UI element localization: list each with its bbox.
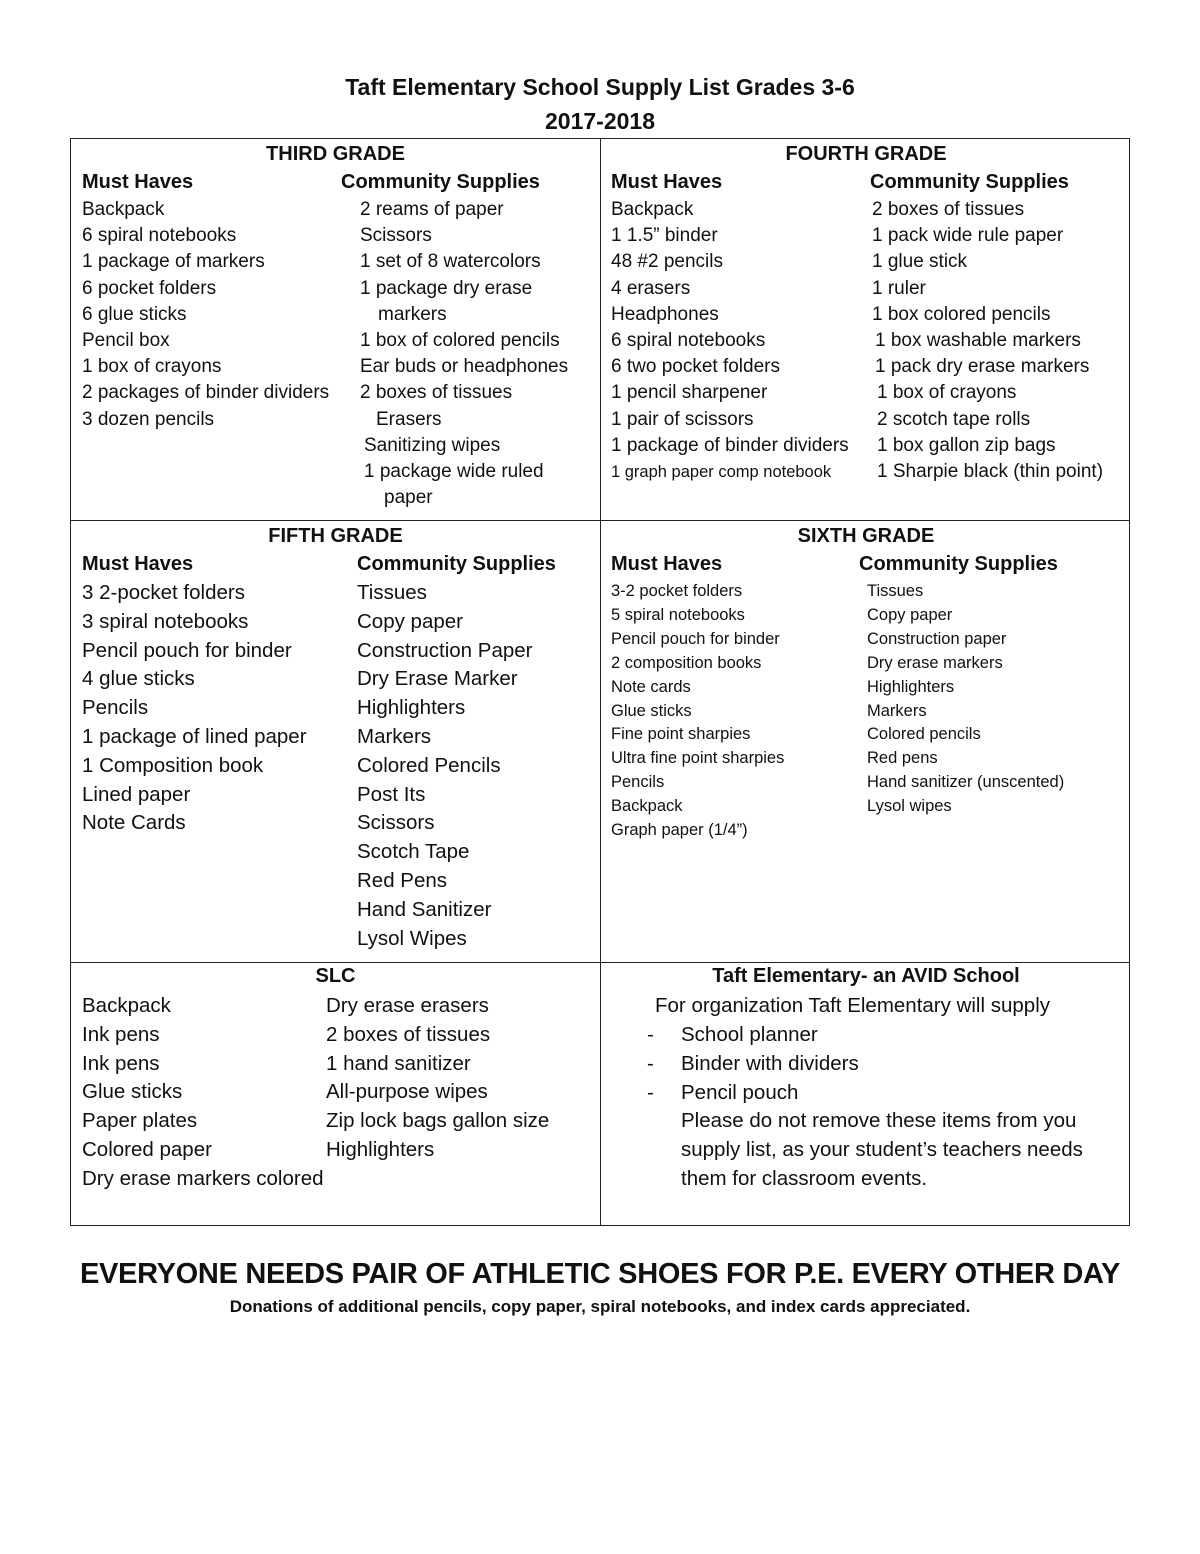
list-item: 1 ruler (872, 277, 926, 299)
list-item: Graph paper (1/4”) (611, 821, 748, 840)
list-item: paper (384, 487, 433, 509)
list-item: 1 glue stick (872, 251, 968, 273)
list-item: 1 hand sanitizer (326, 1051, 471, 1075)
list-item: Copy paper (357, 609, 463, 633)
list-item: Pencil pouch for binder (611, 629, 780, 648)
list-item: 6 pocket folders (82, 277, 217, 299)
dash-bullet: - (647, 1080, 654, 1104)
list-item: Ear buds or headphones (360, 356, 569, 378)
avid-note: Please do not remove these items from you supply list, as your student’s teachers needs them for classroom events. (681, 1109, 1083, 1190)
list-item: 6 two pocket folders (611, 356, 780, 378)
list-item: Post Its (357, 782, 426, 806)
slc-heading: SLC (315, 965, 356, 987)
list-item: 3-2 pocket folders (611, 582, 743, 600)
school-year: 2017-2018 (545, 108, 655, 134)
list-item: 1 box of colored pencils (360, 330, 560, 352)
sixth-must-haves-list (611, 580, 784, 843)
list-item: Glue sticks (611, 701, 692, 720)
list-item: 1 package dry erase (360, 277, 533, 299)
list-item: Red pens (867, 749, 938, 768)
list-item: Copy paper (867, 605, 953, 624)
list-item: 1 box of crayons (82, 356, 222, 378)
list-item: Note Cards (82, 811, 186, 835)
fifth-grade-section (71, 521, 600, 962)
list-item: 2 reams of paper (360, 199, 504, 220)
list-item: 6 spiral notebooks (611, 330, 766, 352)
list-item: 1 Sharpie black (thin point) (877, 461, 1104, 483)
list-item: 2 scotch tape rolls (877, 408, 1031, 430)
fourth-grade-section (601, 139, 1131, 520)
list-item: Red Pens (357, 868, 448, 892)
list-item: 1 pencil sharpener (611, 382, 768, 404)
list-item: Pencil box (82, 330, 170, 352)
sixth-grade-heading: SIXTH GRADE (797, 525, 935, 547)
list-item: 6 glue sticks (82, 303, 187, 325)
third-grade-section (71, 139, 600, 520)
fourth-grade-heading: FOURTH GRADE (785, 143, 947, 165)
list-item: 1 pair of scissors (611, 408, 754, 430)
list-item: Highlighters (357, 696, 466, 720)
fourth-must-haves-heading: Must Haves (611, 171, 723, 193)
list-item: markers (378, 303, 447, 325)
list-item: Dry erase markers colored (82, 1166, 324, 1190)
list-item: 4 erasers (611, 277, 691, 299)
list-item: Hand sanitizer (unscented) (867, 773, 1065, 792)
sixth-must-haves-heading: Must Haves (611, 553, 723, 575)
slc-left-list (82, 992, 324, 1194)
list-item: Construction paper (867, 629, 1007, 648)
list-item: Ink pens (82, 1022, 160, 1046)
list-item: 6 spiral notebooks (82, 225, 237, 247)
list-item: Colored pencils (867, 725, 981, 744)
list-item: Dry erase erasers (326, 994, 489, 1017)
list-item: Paper plates (82, 1109, 198, 1133)
list-item: Tissues (867, 582, 924, 600)
list-item (647, 1050, 859, 1079)
list-item: Dry Erase Marker (357, 667, 518, 691)
list-item: 1 1.5” binder (611, 225, 718, 247)
list-item (647, 1079, 859, 1108)
slc-right-list (326, 992, 549, 1165)
list-item: Sanitizing wipes (364, 434, 501, 456)
list-item: Backpack (611, 797, 683, 816)
list-item: 5 spiral notebooks (611, 605, 745, 624)
dash-bullet: - (647, 1023, 654, 1046)
list-item: Backpack (611, 199, 694, 220)
third-must-haves-list (82, 197, 329, 433)
list-item: Note cards (611, 677, 691, 696)
fourth-community-heading: Community Supplies (870, 171, 1069, 193)
list-item: Headphones (611, 303, 719, 325)
third-grade-heading: THIRD GRADE (266, 143, 405, 165)
list-item-label: School planner (681, 1023, 818, 1046)
list-item: 2 packages of binder dividers (82, 382, 330, 404)
list-item: 1 box of crayons (877, 382, 1017, 404)
list-item: 1 Composition book (82, 753, 264, 777)
slc-section (71, 963, 600, 1225)
list-item: Markers (867, 701, 927, 720)
list-item: 1 package of lined paper (82, 724, 307, 748)
list-item: 1 box gallon zip bags (877, 434, 1056, 456)
list-item: Tissues (357, 581, 427, 604)
avid-section (601, 963, 1131, 1225)
list-item: Scotch Tape (357, 840, 470, 864)
dash-bullet: - (647, 1051, 654, 1075)
list-item: 2 boxes of tissues (872, 199, 1025, 220)
list-item: 1 package of binder dividers (611, 434, 849, 456)
list-item: 4 glue sticks (82, 667, 195, 691)
sixth-grade-section (601, 521, 1131, 962)
list-item: Pencils (611, 773, 665, 792)
fifth-grade-heading: FIFTH GRADE (268, 525, 403, 547)
avid-intro: For organization Taft Elementary will supply (655, 994, 1050, 1017)
list-item: 48 #2 pencils (611, 251, 723, 273)
list-item: Pencils (82, 696, 149, 720)
fifth-community-list (357, 579, 532, 953)
third-community-list (360, 197, 568, 511)
donations-note: Donations of additional pencils, copy paper, spiral notebooks, and index cards appreciated. (229, 1297, 971, 1316)
list-item: 3 2-pocket folders (82, 581, 245, 604)
avid-heading: Taft Elementary- an AVID School (712, 965, 1020, 987)
page-title: Taft Elementary School Supply List Grades 3-6 (345, 74, 855, 100)
fourth-must-haves-list (611, 197, 849, 485)
list-item: 1 graph paper comp notebook (611, 463, 832, 482)
list-item: 2 boxes of tissues (326, 1022, 491, 1046)
list-item: Markers (357, 724, 432, 748)
list-item: Fine point sharpies (611, 725, 751, 744)
list-item: 1 box washable markers (875, 330, 1081, 352)
list-item: Colored paper (82, 1137, 212, 1161)
list-item: Ink pens (82, 1051, 160, 1075)
list-item: Lysol wipes (867, 797, 952, 816)
list-item: 1 package of markers (82, 251, 265, 273)
fifth-must-haves-heading: Must Haves (82, 553, 194, 575)
list-item: 1 set of 8 watercolors (360, 251, 541, 273)
list-item: Dry erase markers (867, 653, 1003, 672)
avid-supply-list (647, 1021, 859, 1107)
fifth-must-haves-list (82, 579, 307, 838)
list-item: All-purpose wipes (326, 1080, 488, 1104)
list-item: Zip lock bags gallon size (326, 1109, 550, 1133)
third-must-haves-heading: Must Haves (82, 171, 194, 193)
list-item: 2 boxes of tissues (360, 382, 513, 404)
third-community-heading: Community Supplies (341, 171, 540, 193)
list-item: 3 dozen pencils (82, 408, 215, 430)
list-item: Scissors (357, 811, 435, 835)
list-item-label: Binder with dividers (681, 1051, 859, 1075)
list-item: 1 box colored pencils (872, 303, 1051, 325)
list-item: Construction Paper (357, 638, 533, 662)
list-item: 1 package wide ruled (364, 461, 544, 483)
list-item: 1 pack wide rule paper (872, 225, 1064, 247)
list-item (647, 1021, 859, 1050)
list-item-label: Pencil pouch (681, 1080, 799, 1104)
list-item: Scissors (360, 225, 432, 247)
list-item: Backpack (82, 199, 165, 220)
list-item: Lined paper (82, 782, 191, 806)
sixth-community-list (867, 580, 1064, 819)
athletic-shoes-notice: EVERYONE NEEDS PAIR OF ATHLETIC SHOES FOR P.E. EVERY OTHER DAY (79, 1258, 1121, 1290)
list-item: Glue sticks (82, 1080, 183, 1104)
list-item: Backpack (82, 994, 171, 1017)
fourth-community-list (872, 197, 1103, 485)
list-item: 2 composition books (611, 653, 762, 672)
list-item: Hand Sanitizer (357, 897, 492, 921)
list-item: Erasers (376, 408, 442, 430)
fifth-community-heading: Community Supplies (357, 553, 556, 575)
list-item: 3 spiral notebooks (82, 609, 249, 633)
list-item: Colored Pencils (357, 753, 501, 777)
supply-table (70, 138, 1130, 1226)
list-item: Pencil pouch for binder (82, 638, 292, 662)
list-item: Lysol Wipes (357, 926, 467, 950)
list-item: Highlighters (326, 1137, 435, 1161)
list-item: 1 pack dry erase markers (875, 356, 1090, 378)
sixth-community-heading: Community Supplies (859, 553, 1058, 575)
list-item: Ultra fine point sharpies (611, 749, 785, 768)
list-item: Highlighters (867, 677, 955, 696)
